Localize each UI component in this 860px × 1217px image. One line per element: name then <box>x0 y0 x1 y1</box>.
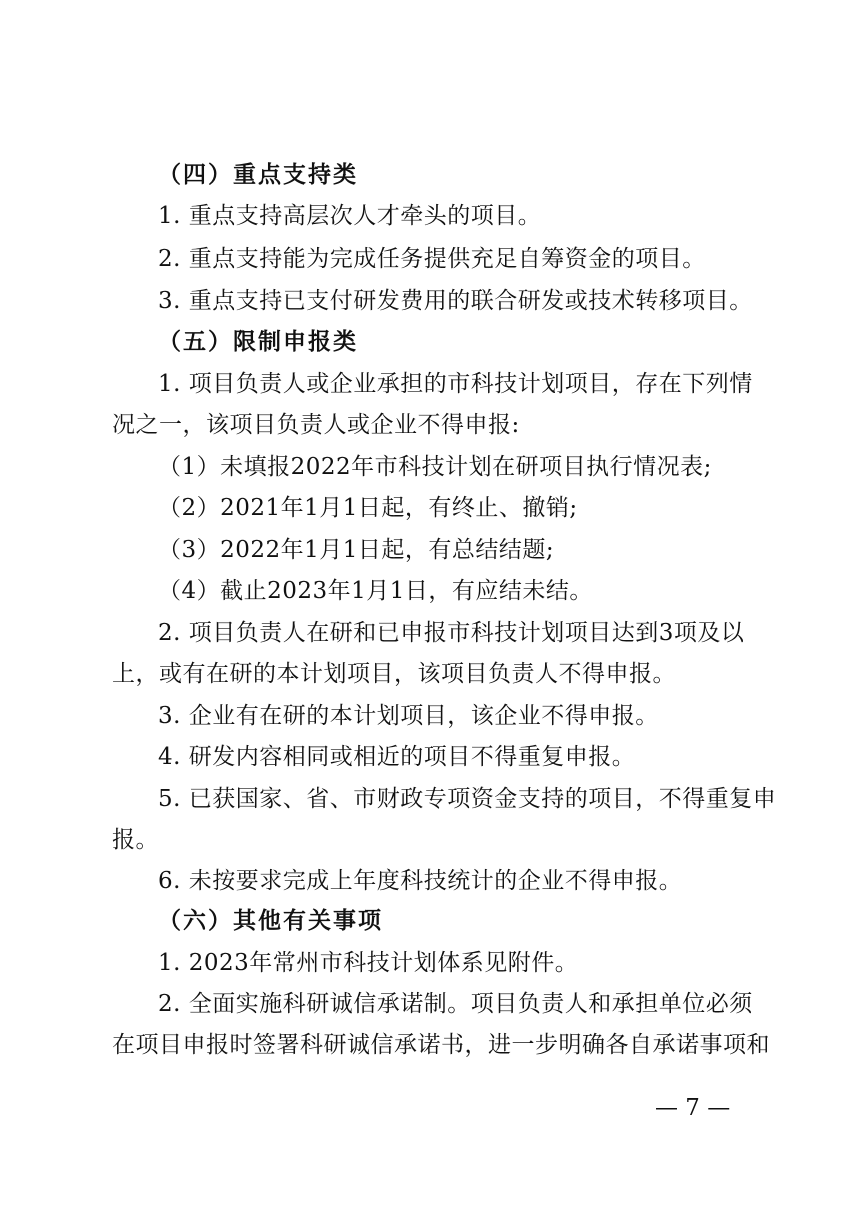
section-5-item-5-line-1: 5. 已获国家、省、市财政专项资金支持的项目，不得重复申 <box>158 786 777 812</box>
section-5-sub-item-3: （3）2022年1月1日起，有总结结题; <box>158 537 555 563</box>
section-5-sub-item-2: （2）2021年1月1日起，有终止、撤销; <box>158 495 578 521</box>
section-5-item-5-line-2: 报。 <box>112 827 159 853</box>
section-5-item-1-line-1: 1. 项目负责人或企业承担的市科技计划项目，存在下列情 <box>158 371 753 397</box>
section-4-item-1: 1. 重点支持高层次人才牵头的项目。 <box>158 203 542 229</box>
section-5-item-6: 6. 未按要求完成上年度科技统计的企业不得申报。 <box>158 868 683 894</box>
section-5-sub-item-1: （1）未填报2022年市科技计划在研项目执行情况表; <box>158 454 712 480</box>
page-number: — 7 — <box>655 1095 731 1121</box>
section-6-item-2-line-2: 在项目申报时签署科研诚信承诺书，进一步明确各自承诺事项和 <box>112 1032 770 1058</box>
section-5-item-2-line-2: 上，或有在研的本计划项目，该项目负责人不得申报。 <box>112 661 676 687</box>
section-5-sub-item-4: （4）截止2023年1月1日，有应结未结。 <box>158 578 593 604</box>
section-4-item-3: 3. 重点支持已支付研发费用的联合研发或技术转移项目。 <box>158 288 753 314</box>
section-6-item-2-line-1: 2. 全面实施科研诚信承诺制。项目负责人和承担单位必须 <box>158 991 753 1017</box>
section-6-item-1: 1. 2023年常州市科技计划体系见附件。 <box>158 950 579 976</box>
section-5-item-4: 4. 研发内容相同或相近的项目不得重复申报。 <box>158 744 636 770</box>
section-5-item-2-line-1: 2. 项目负责人在研和已申报市科技计划项目达到3项及以 <box>158 620 745 646</box>
section-5-item-1-line-2: 况之一，该项目负责人或企业不得申报: <box>112 412 520 438</box>
section-5-heading: （五）限制申报类 <box>158 328 358 355</box>
section-6-heading: （六）其他有关事项 <box>158 907 383 934</box>
section-4-item-2: 2. 重点支持能为完成任务提供充足自筹资金的项目。 <box>158 246 706 272</box>
section-4-heading: （四）重点支持类 <box>158 161 358 188</box>
section-5-item-3: 3. 企业有在研的本计划项目，该企业不得申报。 <box>158 703 659 729</box>
